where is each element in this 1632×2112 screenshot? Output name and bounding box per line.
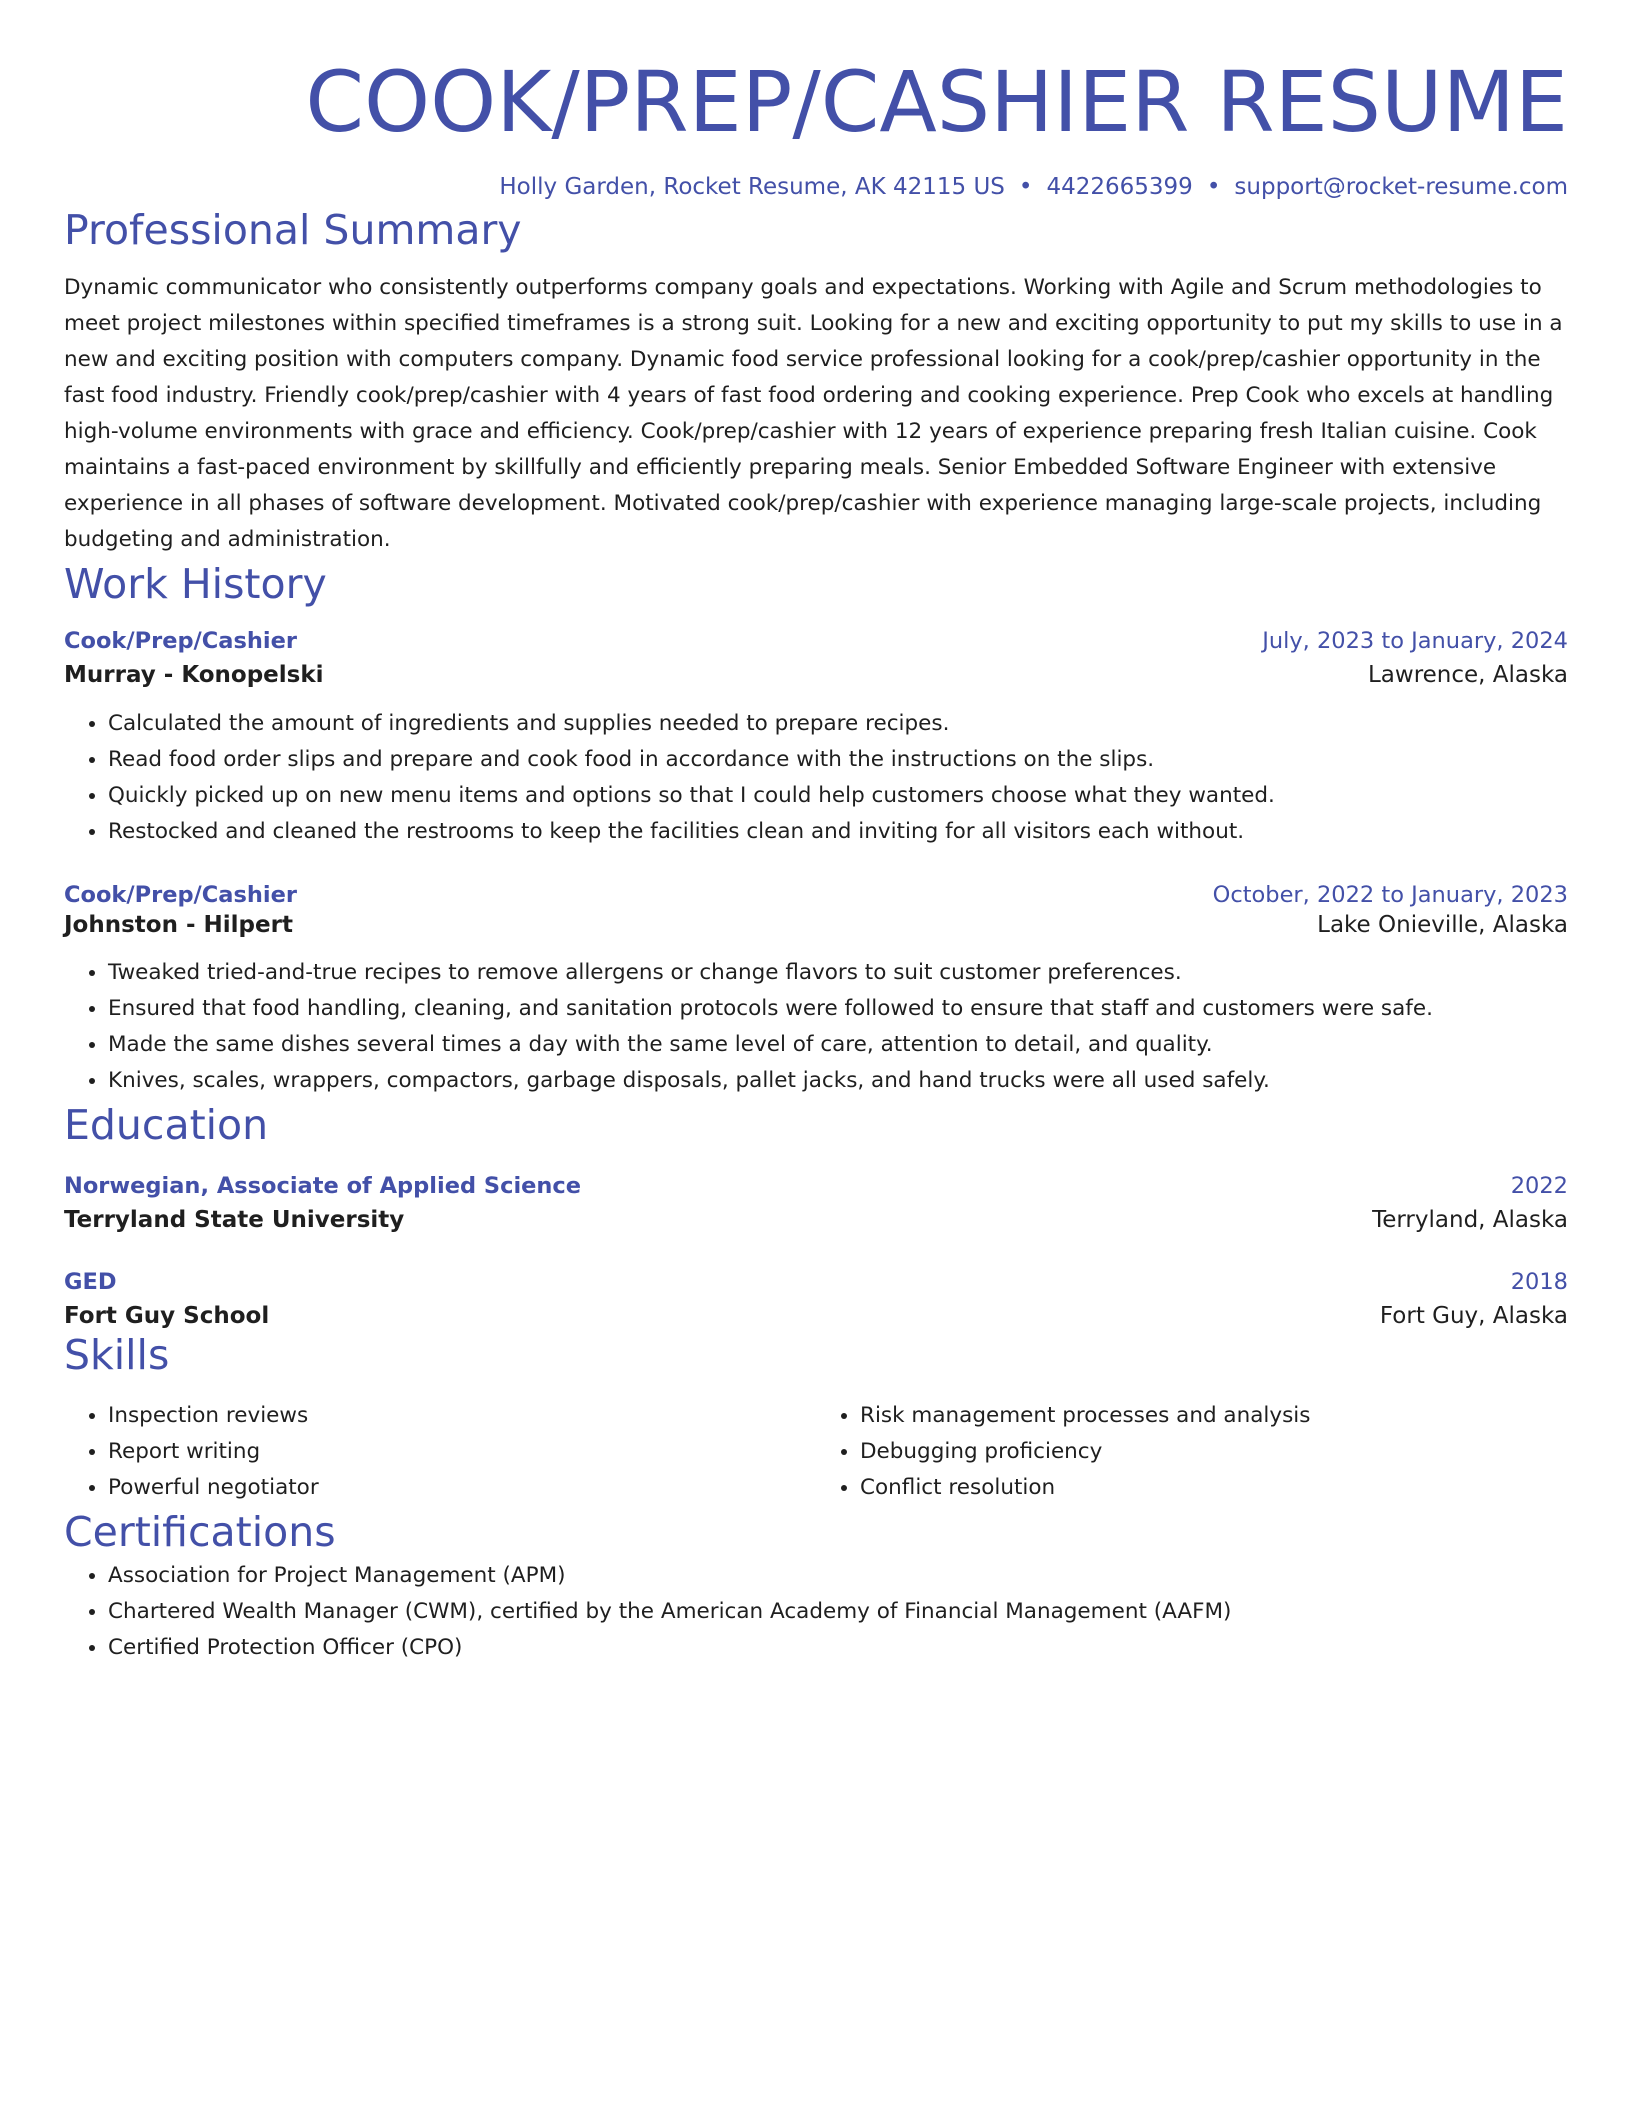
- education-location: Fort Guy, Alaska: [1379, 1303, 1568, 1329]
- job-bullet: • Ensured that food handling, cleaning, and sanitation protocols were followed to ensure that staff and customers were safe.: [108, 991, 1568, 1027]
- job-company: Murray - Konopelski: [64, 662, 324, 688]
- summary-heading: Professional Summary: [64, 206, 522, 254]
- job-bullet: • Restocked and cleaned the restrooms to keep the facilities clean and inviting for all visitors each without.: [108, 814, 1568, 850]
- contact-email[interactable]: support@rocket-resume.com: [1234, 174, 1568, 200]
- job-bullets: [64, 706, 1568, 850]
- job-location: Lawrence, Alaska: [1367, 662, 1568, 688]
- skills-heading: Skills: [64, 1331, 170, 1379]
- education-degree: Norwegian, Associate of Applied Science: [64, 1173, 582, 1199]
- contact-separator: •: [1018, 174, 1033, 200]
- job-bullet: • Made the same dishes several times a day with the same level of care, attention to detail, and quality.: [108, 1027, 1568, 1063]
- education-heading: Education: [64, 1101, 269, 1149]
- job-bullets: [64, 955, 1568, 1099]
- job-company-row: [64, 662, 1568, 688]
- contact-separator: •: [1206, 174, 1221, 200]
- job-entry: [64, 628, 1568, 850]
- skills-list-right: [816, 1398, 1568, 1506]
- job-company: Johnston - Hilpert: [64, 912, 293, 938]
- job-header-row: [64, 882, 1568, 908]
- job-dates: October, 2022 to January, 2023: [1212, 882, 1568, 908]
- job-bullet: • Calculated the amount of ingredients and supplies needed to prepare recipes.: [108, 706, 1568, 742]
- education-entry: [64, 1269, 1568, 1329]
- resume-page: [64, 0, 1568, 1666]
- education-school: Fort Guy School: [64, 1303, 270, 1329]
- skill-item: • Conflict resolution: [860, 1470, 1568, 1506]
- certifications-list: [64, 1558, 1568, 1666]
- education-header-row: [64, 1269, 1568, 1295]
- skills-list-left: [64, 1398, 816, 1506]
- job-bullet: • Quickly picked up on new menu items and options so that I could help customers choose what they wanted.: [108, 778, 1568, 814]
- skill-item: • Debugging proficiency: [860, 1434, 1568, 1470]
- contact-line: [64, 170, 1568, 204]
- skills-columns: [64, 1398, 1568, 1506]
- education-location: Terryland, Alaska: [1372, 1207, 1568, 1233]
- job-dates: July, 2023 to January, 2024: [1262, 628, 1568, 654]
- job-entry: [64, 882, 1568, 1099]
- job-title: Cook/Prep/Cashier: [64, 882, 297, 908]
- contact-address: Holly Garden, Rocket Resume, AK 42115 US: [499, 174, 1005, 200]
- job-bullet: • Knives, scales, wrappers, compactors, garbage disposals, pallet jacks, and hand trucks were all used safely.: [108, 1063, 1568, 1099]
- skill-item: • Powerful negotiator: [108, 1470, 816, 1506]
- certifications-heading: Certifications: [64, 1508, 336, 1556]
- education-year: 2022: [1510, 1173, 1568, 1199]
- education-school: Terryland State University: [64, 1207, 405, 1233]
- job-bullet: • Tweaked tried-and-true recipes to remove allergens or change flavors to suit customer preferences.: [108, 955, 1568, 991]
- job-location: Lake Onieville, Alaska: [1317, 912, 1568, 938]
- education-header-row: [64, 1173, 1568, 1199]
- skill-item: • Risk management processes and analysis: [860, 1398, 1568, 1434]
- summary-text: Dynamic communicator who consistently outperforms company goals and expectations. Working with Agile and Scrum methodologies to meet project milestones within specified timeframes is a strong suit. Looking for a new and exciting opportunity to put my skills to use in a new and exciting position with computers company. Dynamic food service professional looking for a cook/prep/cashier opportunity in the fast food industry. Friendly cook/prep/cashier with 4 years of fast food ordering and cooking experience. Prep Cook who excels at handling high-volume environments with grace and efficiency. Cook/prep/cashier with 12 years of experience preparing fresh Italian cuisine. Cook maintains a fast-paced environment by skillfully and efficiently preparing meals. Senior Embedded Software Engineer with extensive experience in all phases of software development. Motivated cook/prep/cashier with experience managing large-scale projects, including budgeting and administration.: [64, 275, 1563, 552]
- certification-item: • Association for Project Management (APM): [108, 1558, 1568, 1594]
- job-company-row: [64, 912, 1568, 938]
- work-history-heading: Work History: [64, 560, 327, 608]
- education-year: 2018: [1510, 1269, 1568, 1295]
- resume-title: COOK/PREP/CASHIER RESUME: [305, 53, 1568, 151]
- education-degree: GED: [64, 1269, 117, 1295]
- skill-item: • Report writing: [108, 1434, 816, 1470]
- certification-item: • Certified Protection Officer (CPO): [108, 1630, 1568, 1666]
- education-entry: [64, 1173, 1568, 1233]
- contact-phone: 4422665399: [1046, 174, 1193, 200]
- certification-item: • Chartered Wealth Manager (CWM), certified by the American Academy of Financial Management (AAFM): [108, 1594, 1568, 1630]
- skill-item: • Inspection reviews: [108, 1398, 816, 1434]
- education-school-row: [64, 1303, 1568, 1329]
- education-school-row: [64, 1207, 1568, 1233]
- job-title: Cook/Prep/Cashier: [64, 628, 297, 654]
- job-bullet: • Read food order slips and prepare and cook food in accordance with the instructions on the slips.: [108, 742, 1568, 778]
- job-header-row: [64, 628, 1568, 654]
